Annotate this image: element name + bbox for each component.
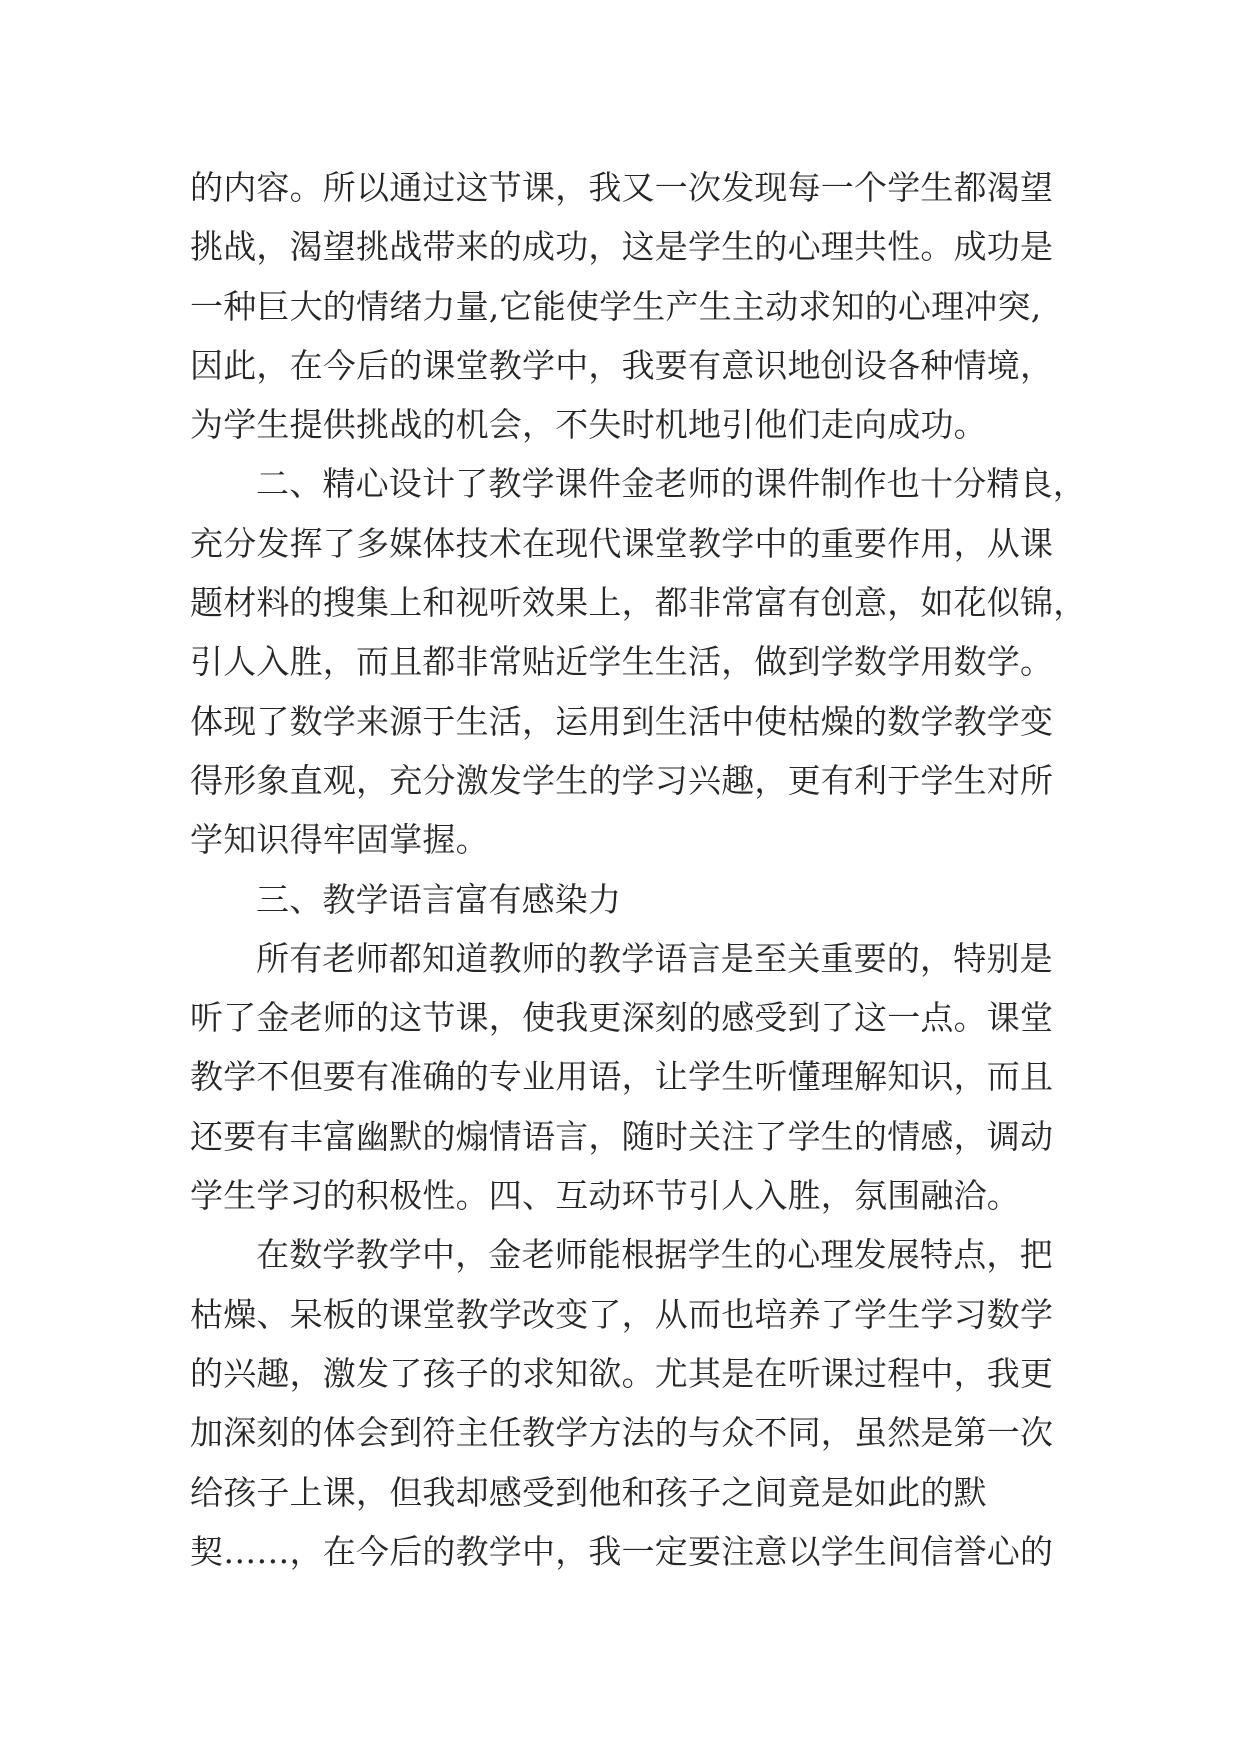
text-line: 听了金老师的这节课，使我更深刻的感受到了这一点。课堂 <box>190 998 1054 1038</box>
text-line: 加深刻的体会到符主任教学方法的与众不同，虽然是第一次 <box>190 1413 1054 1453</box>
text-line: 题材料的搜集上和视听效果上，都非常富有创意，如花似锦， <box>190 583 1087 623</box>
text-line: 学生学习的积极性。四、互动环节引人入胜，氛围融洽。 <box>190 1176 1020 1216</box>
text-line: 所有老师都知道教师的教学语言是至关重要的，特别是 <box>256 938 1053 978</box>
text-line: 充分发挥了多媒体技术在现代课堂教学中的重要作用，从课 <box>190 523 1054 563</box>
text-line: 的内容。所以通过这节课，我又一次发现每一个学生都渴望 <box>190 168 1054 207</box>
text-line: 为学生提供挑战的机会，不失时机地引他们走向成功。 <box>190 405 987 445</box>
text-line: 给孩子上课，但我却感受到他和孩子之间竟是如此的默 <box>190 1472 987 1512</box>
text-line: 还要有丰富幽默的煽情语言，随时关注了学生的情感，调动 <box>190 1116 1054 1156</box>
text-line: 二、精心设计了教学课件金老师的课件制作也十分精良， <box>256 464 1086 504</box>
document-body <box>190 158 1087 1581</box>
text-line: 体现了数学来源于生活，运用到生活中使枯燥的数学教学变 <box>190 701 1054 741</box>
text-line: 的兴趣，激发了孩子的求知欲。尤其是在听课过程中，我更 <box>190 1353 1054 1393</box>
text-line: 教学不但要有准确的专业用语，让学生听懂理解知识，而且 <box>190 1057 1054 1097</box>
text-line: 引人入胜，而且都非常贴近学生生活，做到学数学用数学。 <box>190 642 1054 682</box>
text-line: 一种巨大的情绪力量,它能使学生产生主动求知的心理冲突, <box>190 286 1042 326</box>
text-line: 得形象直观，充分激发学生的学习兴趣，更有利于学生对所 <box>190 760 1054 800</box>
text-line: 因此，在今后的课堂教学中，我要有意识地创设各种情境， <box>190 345 1054 385</box>
text-line: 挑战，渴望挑战带来的成功，这是学生的心理共性。成功是 <box>190 227 1054 267</box>
text-line: 契……，在今后的教学中，我一定要注意以学生间信誉心的 <box>190 1531 1054 1571</box>
text-line: 在数学教学中，金老师能根据学生的心理发展特点，把 <box>256 1235 1053 1275</box>
text-line: 学知识得牢固掌握。 <box>190 820 489 860</box>
text-line: 枯燥、呆板的课堂教学改变了，从而也培养了学生学习数学 <box>190 1294 1054 1334</box>
text-line: 三、教学语言富有感染力 <box>256 879 622 919</box>
